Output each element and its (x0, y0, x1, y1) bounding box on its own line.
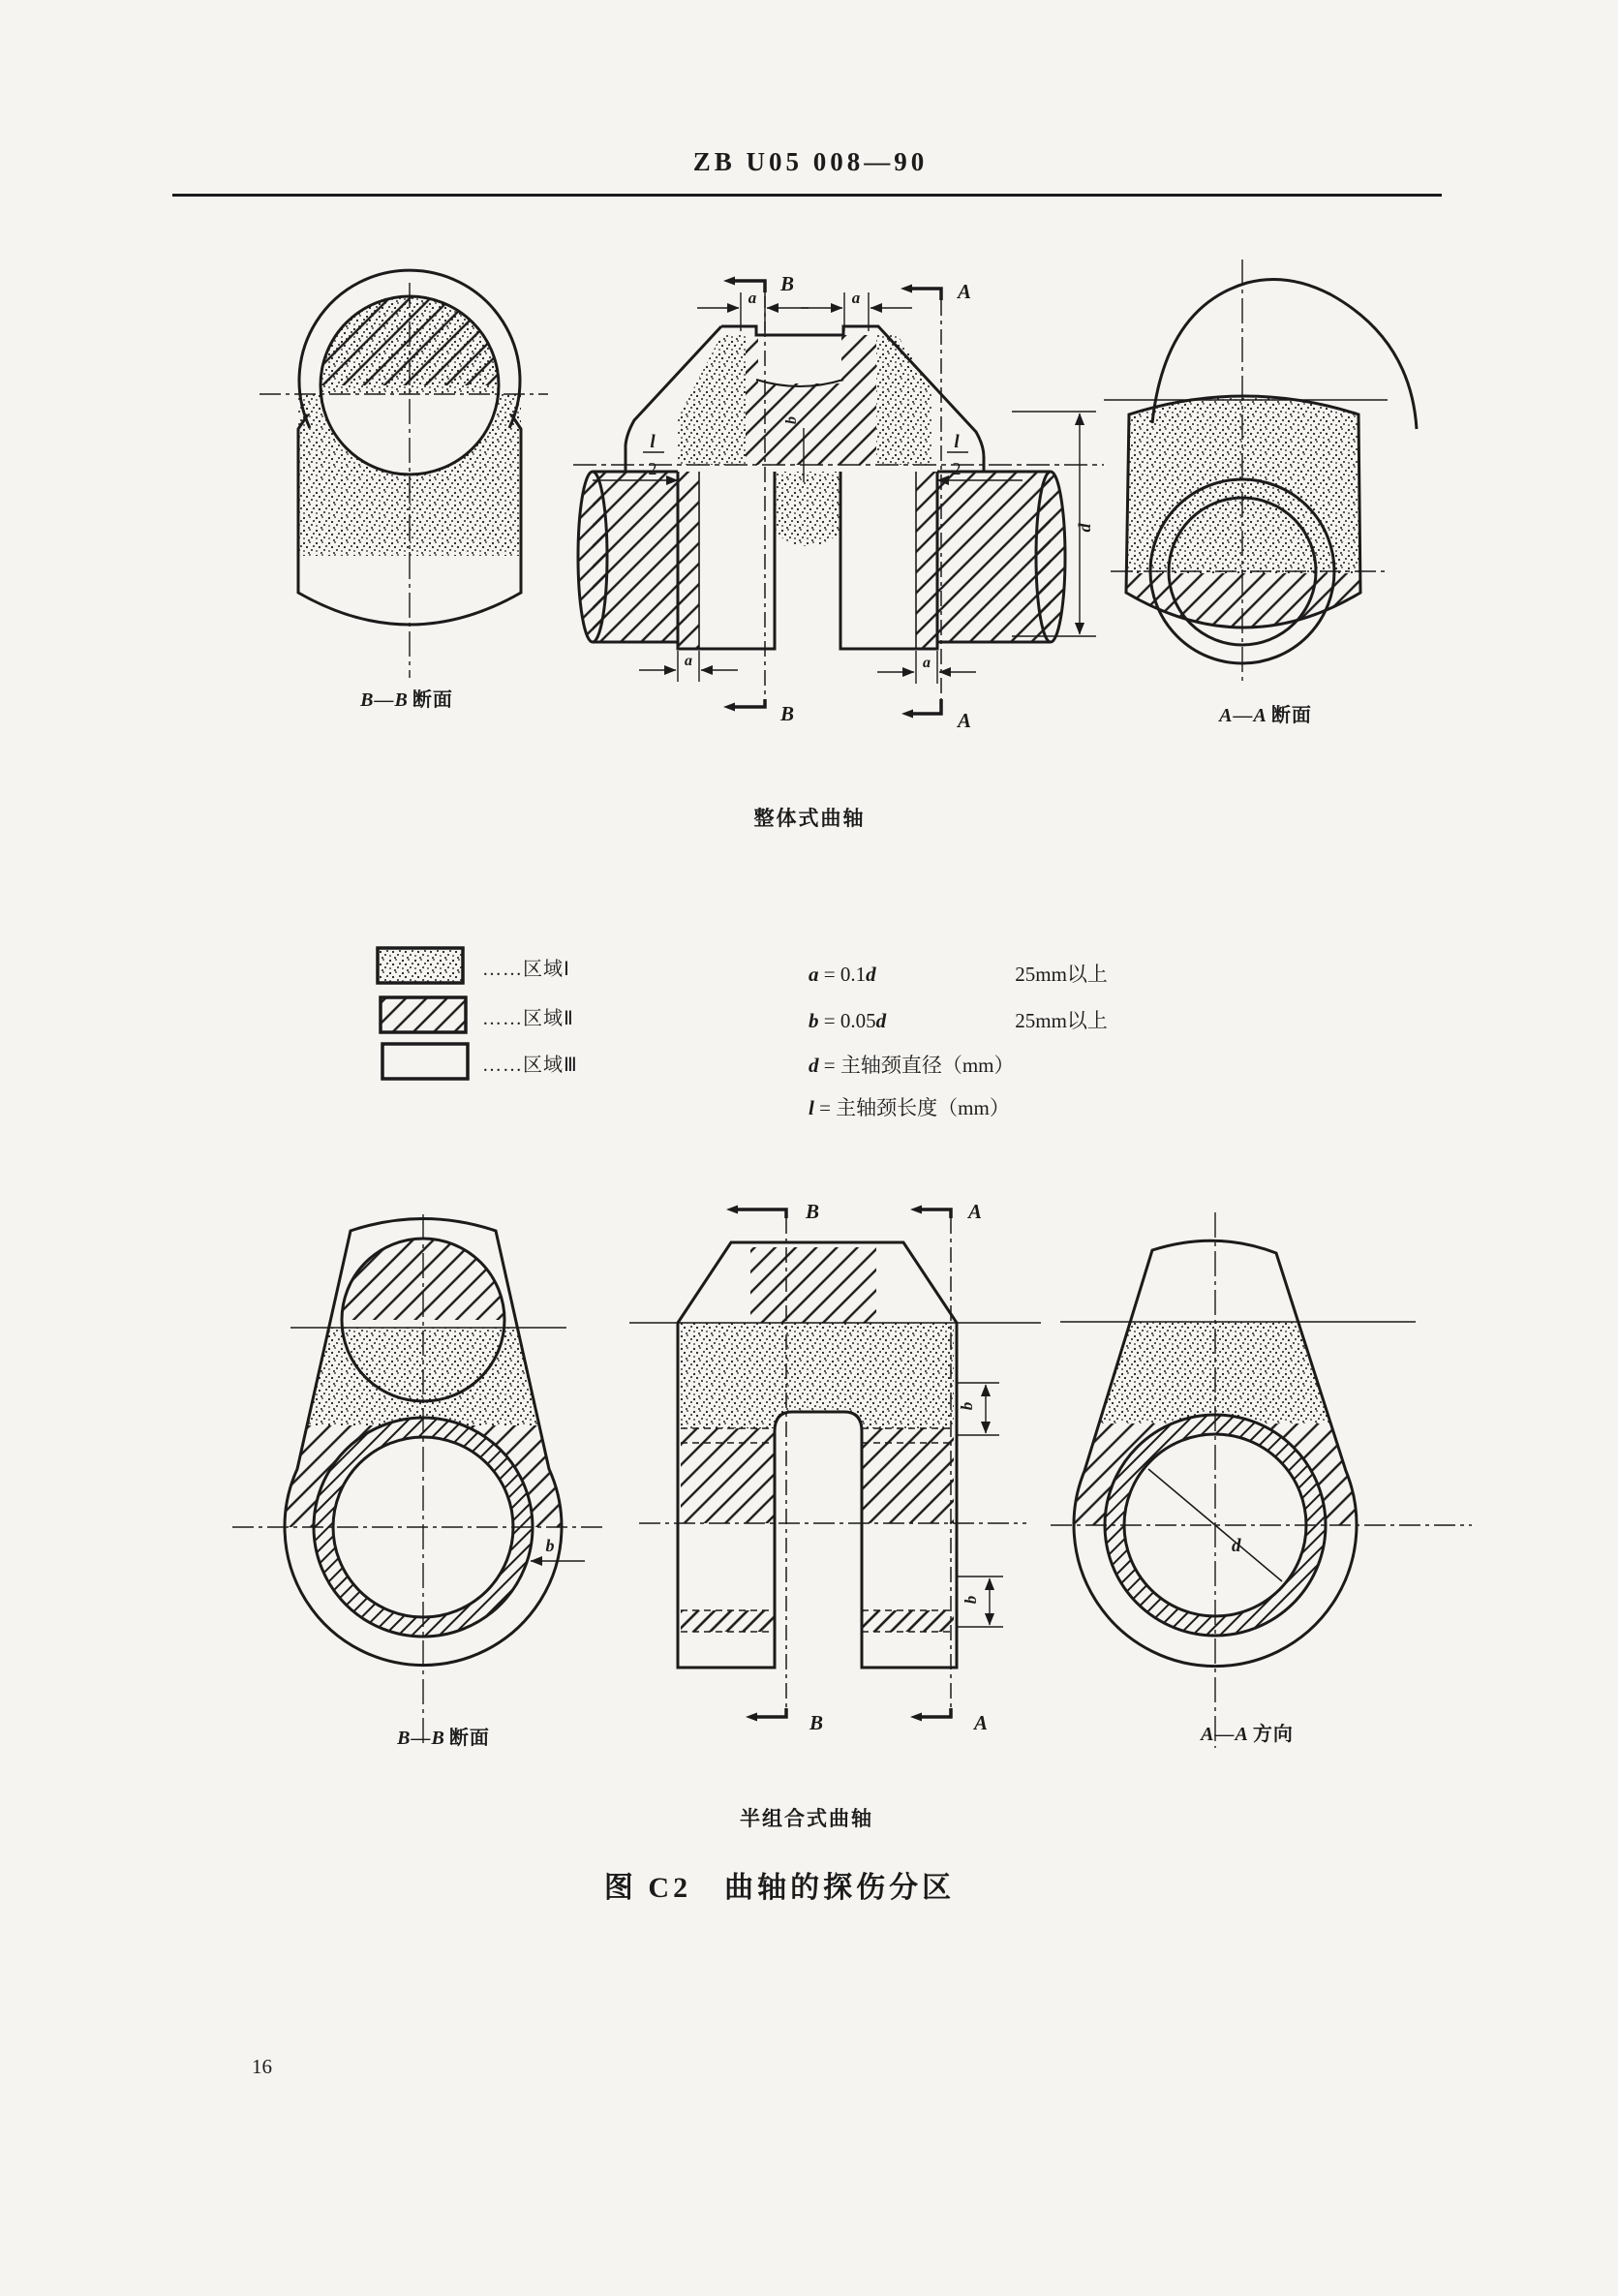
dim-b-upper: b (958, 1401, 976, 1411)
section-mark-A-top: A (958, 280, 972, 303)
section-letters: B—B (397, 1728, 445, 1749)
section-letters: B—B (360, 689, 409, 711)
formula-l: l = 主轴颈长度（mm） (809, 1096, 1010, 1119)
integral-caption: 整体式曲轴 (753, 807, 866, 830)
dimensions (957, 1383, 1003, 1627)
legend-swatch-zone3 (381, 1042, 470, 1081)
section-mark-B-top: B (780, 272, 795, 295)
dim-a-bottom-left: a (685, 653, 692, 669)
standard-number-header: ZB U05 008—90 (692, 147, 929, 176)
section-mark-B-bottom: B (780, 702, 795, 725)
dim-2-left: 2 (648, 459, 657, 478)
formula-b-note: 25mm以上 (1015, 1009, 1108, 1032)
section-mark-B-top: B (806, 1200, 820, 1223)
section-word: 断面 (1270, 705, 1312, 726)
integral-aa-label (1219, 699, 1312, 727)
dim-d: d (1232, 1536, 1241, 1556)
header-rule (172, 194, 1442, 197)
dim-b-pin: b (783, 416, 800, 424)
section-word: 断面 (448, 1728, 490, 1749)
semi-aa-direction-drawing (1046, 1210, 1472, 1753)
integral-bb-section-drawing (174, 232, 571, 688)
dim-a-bottom-right: a (923, 655, 931, 671)
legend-label-zone2: ……区域Ⅱ (482, 1008, 574, 1029)
semi-bb-section-drawing (223, 1210, 620, 1753)
dim-b: b (545, 1536, 555, 1555)
semi-aa-label (1201, 1718, 1294, 1746)
formula-a: a = 0.1d 25mm以上 (809, 963, 1108, 986)
section-mark-B-bottom: B (809, 1711, 824, 1734)
section-mark-A-top: A (968, 1200, 983, 1223)
semi-front-view-drawing (600, 1196, 1065, 1777)
fills (681, 1247, 954, 1668)
semi-caption: 半组合式曲轴 (740, 1807, 873, 1830)
section-letters: A—A (1219, 705, 1267, 726)
integral-aa-section-drawing (1104, 242, 1491, 697)
dim-a-top-left: a (748, 289, 757, 307)
semi-bb-label (397, 1722, 490, 1750)
section-mark-A-bottom: A (974, 1711, 989, 1734)
integral-front-view-drawing (566, 247, 1109, 750)
dim-2-right: 2 (952, 459, 962, 478)
formula-b: b = 0.05d 25mm以上 (809, 1009, 1108, 1032)
formula-a-note: 25mm以上 (1015, 963, 1108, 986)
section-letters: A—A (1201, 1724, 1249, 1745)
dim-l-right: l (954, 432, 960, 452)
legend-swatch-zone2 (379, 995, 468, 1034)
dim-d: d (1075, 523, 1094, 533)
legend-label-zone3: ……区域Ⅲ (482, 1055, 578, 1076)
integral-bb-label (360, 684, 453, 712)
legend-label-zone1: ……区域Ⅰ (482, 959, 570, 980)
page-number: 16 (252, 2055, 272, 2078)
fills (593, 320, 1051, 649)
dim-l-left: l (650, 432, 656, 452)
formula-d: d = 主轴颈直径（mm） (809, 1054, 1015, 1077)
dim-b-lower: b (962, 1595, 980, 1605)
figure-caption: 图 C2 曲轴的探伤分区 (603, 1872, 956, 1904)
dim-a-top-right: a (851, 289, 861, 307)
section-mark-A-bottom: A (958, 709, 972, 732)
section-word: 方向 (1252, 1724, 1294, 1745)
legend-swatch-zone1 (376, 946, 465, 985)
section-word: 断面 (412, 689, 453, 711)
